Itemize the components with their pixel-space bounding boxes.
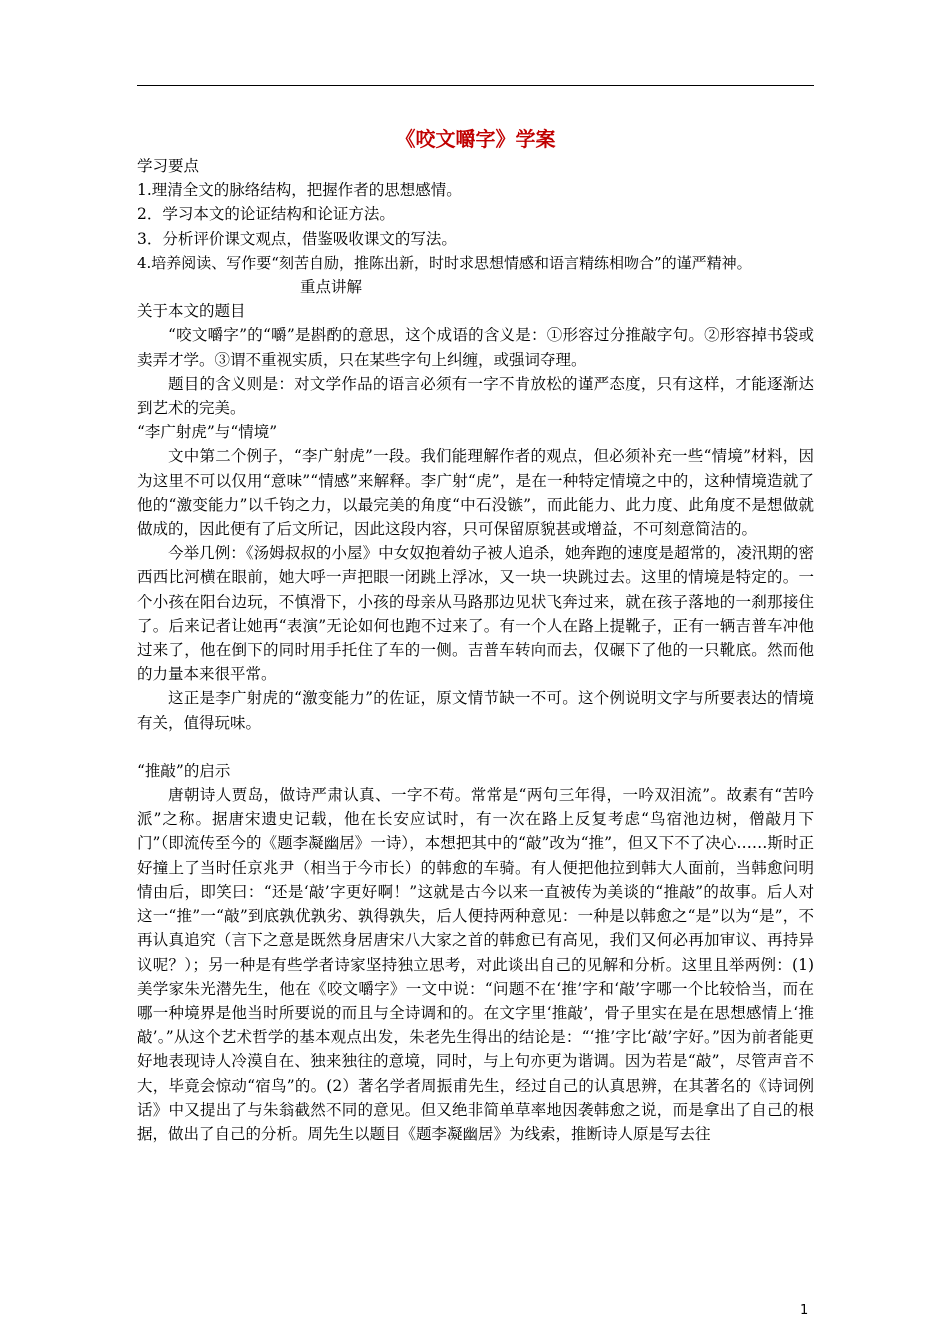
paragraph-examples: 今举几例：《汤姆叔叔的小屋》中女奴抱着幼子被人追杀，她奔跑的速度是超常的，凌汛期的密西西比河横在眼前，她大呼一声把眼一闭跳上浮冰，又一块一块跳过去。这里的情境是特定的。一个小孩在阳台边玩，不慎滑下，小孩的母亲从马路那边见状飞奔过来，就在孩子落地的一刹那接住了。后来记者让她再“表演”无论如何也跑不过来了。有一个人在路上提靴子，正有一辆吉普车冲他过来了，他在倒下的同时用手托住了车的一侧。吉普车转向而去，仅碾下了他的一只靴底。然而他的力量本来很平常。 <box>137 544 814 684</box>
key-points-heading: 重点讲解 <box>300 278 363 297</box>
paragraph-title-meaning: 题目的含义则是：对文学作品的语言必须有一字不肯放松的谨严态度，只有这样，才能逐渐达到艺术的完美。 <box>137 374 814 418</box>
section-title-topic: 关于本文的题目 <box>137 302 246 321</box>
paragraph-idiom-meaning: “咬文嚼字”的“嚼”是斟酌的意思，这个成语的含义是：①形容过分推敲字句。②形容掉书袋或卖弄才学。③谓不重视实质，只在某些字句上纠缠，或强词夺理。 <box>137 326 814 369</box>
document-title: 《咬文嚼字》学案 <box>395 127 556 151</box>
section-title-li-guang: “李广射虎”与“情境” <box>137 423 278 442</box>
section-title-tuiqiao: “推敲”的启示 <box>137 761 231 780</box>
goal-item-2: 2．学习本文的论证结构和论证方法。 <box>137 205 395 224</box>
paragraph-evidence: 这正是李广射虎的“激变能力”的佐证，原文情节缺一不可。这个例说明文字与所要表达的情境有关，值得玩味。 <box>137 689 814 732</box>
goal-item-3: 3．分析评价课文观点，借鉴吸收课文的写法。 <box>137 229 457 248</box>
spacer <box>137 735 814 759</box>
paragraph-li-guang-example: 文中第二个例子，“李广射虎”一段。我们能理解作者的观点，但必须补充一些“情境”材料，因为这里不可以仅用“意味”“情感”来解释。李广射“虎”，是在一种特定情境之中的，这种情境造就了他的“激变能力”以千钧之力，以最完美的角度“中石没镞”，而此能力、此力度、此角度不是想做就做成的，因此便有了后文所记，因此这段内容，只可保留原貌甚或增益，不可刻意简洁的。 <box>137 447 814 539</box>
paragraph-jia-dao: 唐朝诗人贾岛，做诗严肃认真、一字不苟。常常是“两句三年得，一吟双泪流”。故素有“苦吟派”之称。据唐宋遗史记载，他在长安应试时，有一次在路上反复考虑“鸟宿池边树，僧敲月下门”（即流传至今的《题李凝幽居》一诗），本想把其中的“敲”改为“推”，但又下不了决心……斯时正好撞上了当时任京兆尹（相当于今市长）的韩愈的车骑。有人便把他拉到韩大人面前，当韩愈问明情由后，即笑曰：“还是‘敲’字更好啊！”这就是古今以来一直被传为美谈的“推敲”的故事。后人对这一“推”一“敲”到底孰优孰劣、孰得孰失，后人便持两种意见：一种是以韩愈之“是”以为“是”，不再认真追究（言下之意是既然身居唐宋八大家之首的韩愈已有高见，我们又何必再加审议、再持异议呢？）；另一种是有些学者诗家坚持独立思考，对此谈出自己的见解和分析。这里且举两例：(1)美学家朱光潜先生，他在《咬文嚼字》一文中说：“问题不在‘推’字和‘敲’字哪一个比较恰当，而在哪一种境界是他当时所要说的而且与全诗调和的。在文字里‘推敲’，骨子里实在是在思想感情上‘推敲’。”从这个艺术哲学的基本观点出发，朱老先生得出的结论是：“‘推’字比‘敲’字好。”因为前者能更好地表现诗人冷漠自在、独来独往的意境，同时，与上句亦更为谐调。因为若是“敲”，尽管声音不大，毕竟会惊动“宿鸟”的。(2）著名学者周振甫先生，经过自己的认真思辨，在其著名的《诗词例话》中又提出了与朱翁截然不同的意见。但又绝非简单草率地因袭韩愈之说，而是拿出了自己的根据，做出了自己的分析。周先生以题目《题李凝幽居》为线索，推断诗人原是写去往 <box>137 786 814 1143</box>
goals-heading: 学习要点 <box>137 157 200 175</box>
header-rule <box>137 85 814 86</box>
document-body <box>137 124 814 1146</box>
goal-item-1: 1.理清全文的脉络结构，把握作者的思想感情。 <box>137 181 462 200</box>
goal-item-4: 4.培养阅读、写作要“刻苦自励，推陈出新，时时求思想情感和语言精练相吻合”的谨严精神。 <box>137 253 752 272</box>
page-number: 1 <box>800 1303 809 1318</box>
